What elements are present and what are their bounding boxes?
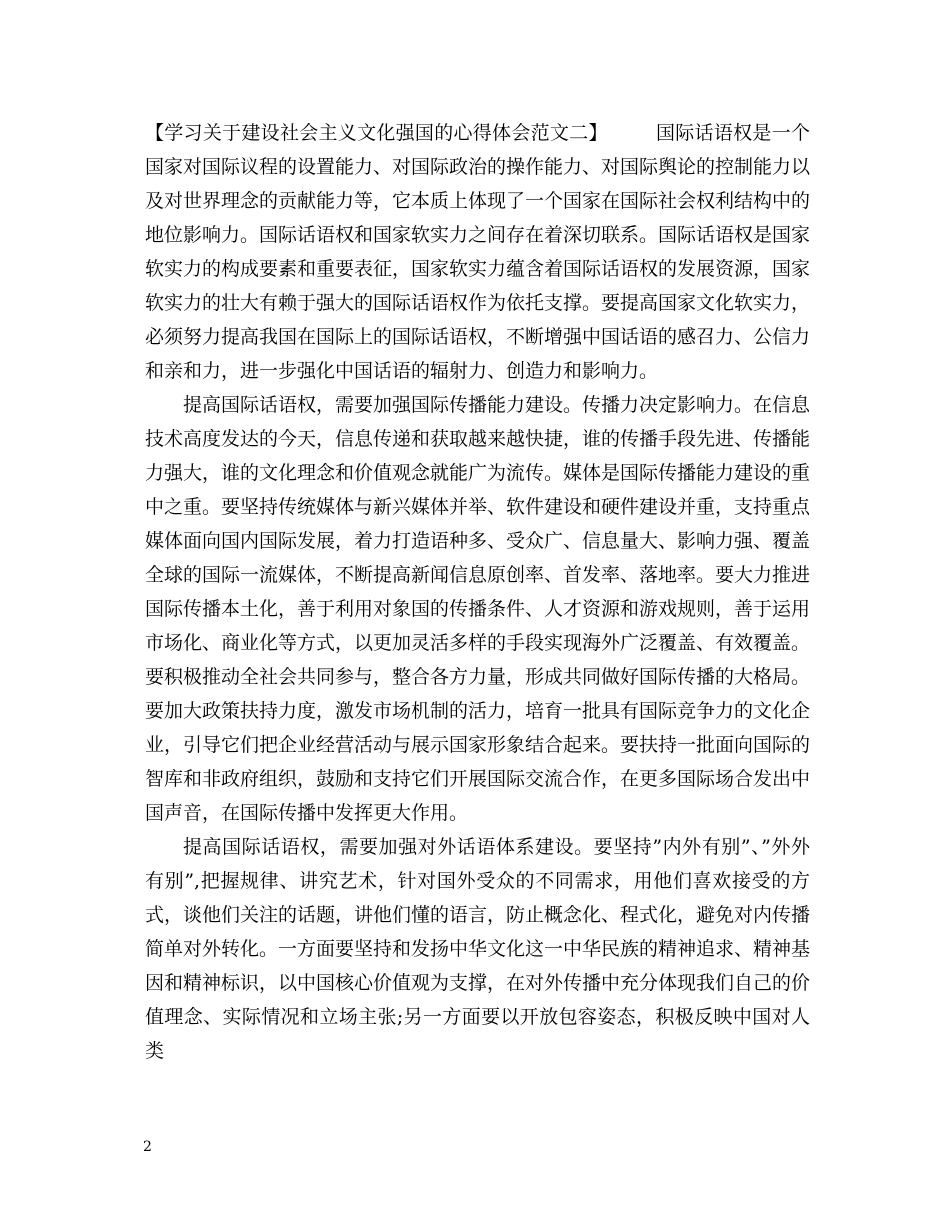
document-title: 【学习关于建设社会主义文化强国的心得体会范文二】	[145, 122, 608, 144]
paragraph-2: 提高国际话语权，需要加强国际传播能力建设。传播力决定影响力。在信息技术高度发达的今天，信息传递和获取越来越快捷，谁的传播手段先进、传播能力强大，谁的文化理念和价值观念就能广为流传。媒体是国际传播能力建设的重中之重。要坚持传统媒体与新兴媒体并举、软件建设和硬件建设并重，支持重点媒体面向国内国际发展，着力打造语种多、受众广、信息量大、影响力强、覆盖全球的国际一流媒体，不断提高新闻信息原创率、首发率、落地率。要大力推进国际传播本土化，善于利用对象国的传播条件、人才资源和游戏规则，善于运用市场化、商业化等方式，以更加灵活多样的手段实现海外广泛覆盖、有效覆盖。要积极推动全社会共同参与，整合各方力量，形成共同做好国际传播的大格局。要加大政策扶持力度，激发市场机制的活力，培育一批具有国际竞争力的文化企业，引导它们把企业经营活动与展示国家形象结合起来。要扶持一批面向国际的智库和非政府组织，鼓励和支持它们开展国际交流合作，在更多国际场合发出中国声音，在国际传播中发挥更大作用。	[145, 394, 811, 824]
document-body	[145, 116, 810, 1068]
paragraph-3: 提高国际话语权，需要加强对外话语体系建设。要坚持”内外有别”、”外外有别”,把握规律、讲究艺术，针对国外受众的不同需求，用他们喜欢接受的方式，谈他们关注的话题，讲他们懂的语言，防止概念化、程式化，避免对内传播简单对外转化。一方面要坚持和发扬中华文化这一中华民族的精神追求、精神基因和精神标识，以中国核心价值观为支撑，在对外传播中充分体现我们自己的价值理念、实际情况和立场主张;另一方面要以开放包容姿态，积极反映中国对人类	[145, 836, 811, 1062]
paragraph-1-text: 国际话语权是一个国家对国际议程的设置能力、对国际政治的操作能力、对国际舆论的控制能力以及对世界理念的贡献能力等，它本质上体现了一个国家在国际社会权利结构中的地位影响力。国际话语权和国家软实力之间存在着深切联系。国际话语权是国家软实力的构成要素和重要表征，国家软实力蕴含着国际话语权的发展资源，国家软实力的壮大有赖于强大的国际话语权作为依托支撑。要提高国家文化软实力，必须努力提高我国在国际上的国际话语权，不断增强中国话语的感召力、公信力和亲和力，进一步强化中国话语的辐射力、创造力和影响力。	[145, 122, 811, 382]
paragraph-1	[145, 116, 810, 388]
page-number: 2	[143, 1139, 152, 1155]
